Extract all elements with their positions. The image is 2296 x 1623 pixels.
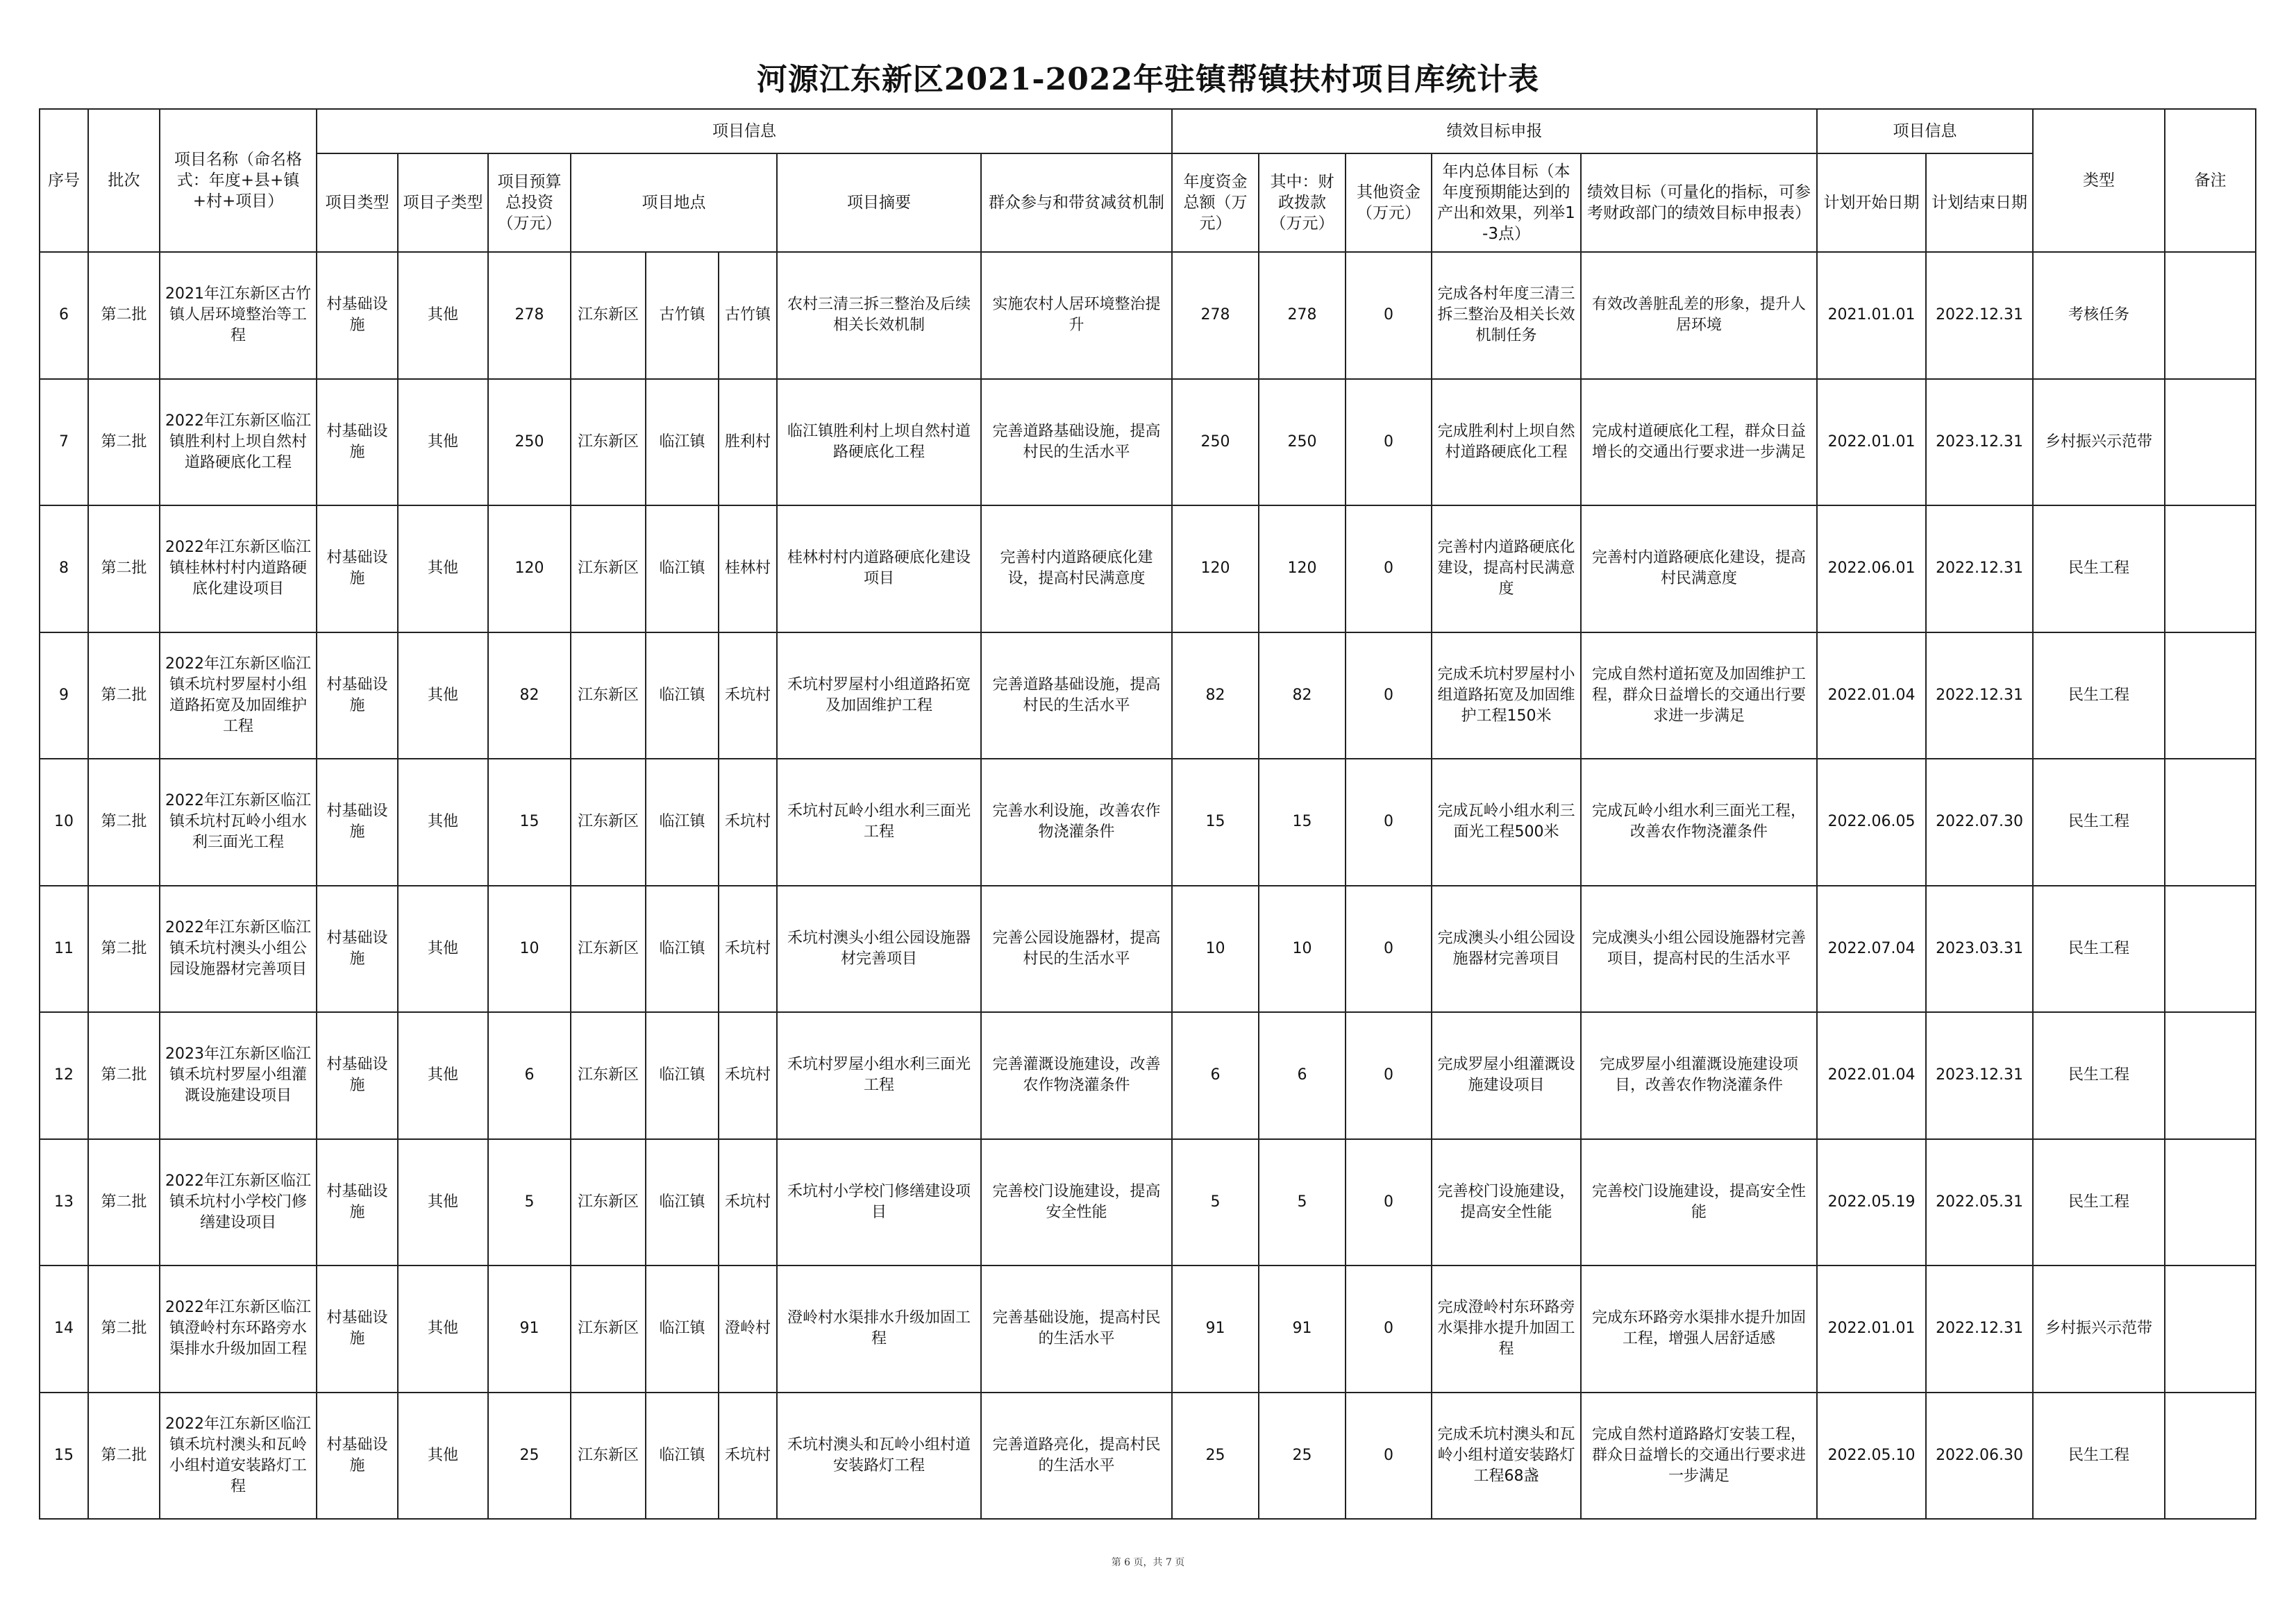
table-row [40, 759, 2256, 886]
cell-performance-goal: 完成自然村道拓宽及加固维护工程，群众日益增长的交通出行要求进一步满足 [1581, 632, 1817, 759]
cell-performance-goal: 完成东环路旁水渠排水提升加固工程，增强人居舒适感 [1581, 1265, 1817, 1393]
cell-project-type: 村基础设施 [317, 1012, 398, 1139]
cell-district: 江东新区 [571, 886, 646, 1013]
cell-end-date: 2022.05.31 [1926, 1139, 2033, 1266]
cell-project-type: 村基础设施 [317, 886, 398, 1013]
cell-district: 江东新区 [571, 505, 646, 632]
cell-summary: 禾坑村罗屋村小组道路拓宽及加固维护工程 [777, 632, 981, 759]
cell-village: 禾坑村 [719, 886, 777, 1013]
cell-remark [2165, 505, 2256, 632]
cell-project-subtype: 其他 [398, 1393, 488, 1520]
cell-participation: 完善道路基础设施，提高村民的生活水平 [981, 632, 1172, 759]
cell-budget: 278 [488, 252, 571, 379]
cell-seq: 14 [40, 1265, 88, 1393]
cell-other-funds: 0 [1346, 1012, 1432, 1139]
table-row [40, 886, 2256, 1013]
cell-budget: 6 [488, 1012, 571, 1139]
cell-start-date: 2022.01.01 [1817, 379, 1926, 506]
cell-end-date: 2022.12.31 [1926, 632, 2033, 759]
col-header-fiscal: 其中：财政拨款（万元） [1259, 153, 1346, 252]
cell-district: 江东新区 [571, 379, 646, 506]
cell-category: 民生工程 [2033, 632, 2165, 759]
cell-budget: 250 [488, 379, 571, 506]
cell-category: 民生工程 [2033, 886, 2165, 1013]
cell-project-subtype: 其他 [398, 505, 488, 632]
cell-fiscal: 250 [1259, 379, 1346, 506]
group-header-project-info-2: 项目信息 [1817, 109, 2033, 153]
cell-start-date: 2021.01.01 [1817, 252, 1926, 379]
cell-end-date: 2022.06.30 [1926, 1393, 2033, 1520]
cell-participation: 完善道路亮化，提高村民的生活水平 [981, 1393, 1172, 1520]
cell-summary: 禾坑村澳头小组公园设施器材完善项目 [777, 886, 981, 1013]
cell-participation: 完善灌溉设施建设，改善农作物浇灌条件 [981, 1012, 1172, 1139]
cell-district: 江东新区 [571, 632, 646, 759]
cell-annual-total: 25 [1172, 1393, 1259, 1520]
cell-village: 古竹镇 [719, 252, 777, 379]
cell-budget: 91 [488, 1265, 571, 1393]
cell-town: 临江镇 [646, 632, 719, 759]
col-header-remark: 备注 [2165, 109, 2256, 252]
cell-fiscal: 278 [1259, 252, 1346, 379]
cell-other-funds: 0 [1346, 379, 1432, 506]
cell-other-funds: 0 [1346, 1265, 1432, 1393]
cell-town: 临江镇 [646, 1265, 719, 1393]
table-row [40, 379, 2256, 506]
cell-project-name: 2021年江东新区古竹镇人居环境整治等工程 [160, 252, 317, 379]
cell-annual-goal: 完成瓦岭小组水利三面光工程500米 [1432, 759, 1581, 886]
cell-seq: 10 [40, 759, 88, 886]
cell-district: 江东新区 [571, 759, 646, 886]
cell-batch: 第二批 [88, 1393, 160, 1520]
cell-end-date: 2022.12.31 [1926, 252, 2033, 379]
col-header-batch: 批次 [88, 109, 160, 252]
cell-performance-goal: 完善校门设施建设，提高安全性能 [1581, 1139, 1817, 1266]
cell-remark [2165, 252, 2256, 379]
header-row-bottom [40, 153, 2256, 252]
cell-batch: 第二批 [88, 379, 160, 506]
cell-remark [2165, 759, 2256, 886]
cell-seq: 7 [40, 379, 88, 506]
cell-performance-goal: 完善村内道路硬底化建设，提高村民满意度 [1581, 505, 1817, 632]
cell-seq: 8 [40, 505, 88, 632]
cell-end-date: 2022.12.31 [1926, 1265, 2033, 1393]
cell-fiscal: 82 [1259, 632, 1346, 759]
table-body [40, 252, 2256, 1519]
cell-remark [2165, 1265, 2256, 1393]
cell-village: 澄岭村 [719, 1265, 777, 1393]
cell-category: 考核任务 [2033, 252, 2165, 379]
cell-town: 临江镇 [646, 1139, 719, 1266]
col-header-end-date: 计划结束日期 [1926, 153, 2033, 252]
cell-performance-goal: 完成村道硬底化工程，群众日益增长的交通出行要求进一步满足 [1581, 379, 1817, 506]
cell-summary: 农村三清三拆三整治及后续相关长效机制 [777, 252, 981, 379]
cell-summary: 澄岭村水渠排水升级加固工程 [777, 1265, 981, 1393]
cell-project-type: 村基础设施 [317, 379, 398, 506]
cell-start-date: 2022.06.01 [1817, 505, 1926, 632]
cell-other-funds: 0 [1346, 1139, 1432, 1266]
cell-seq: 15 [40, 1393, 88, 1520]
cell-other-funds: 0 [1346, 505, 1432, 632]
col-header-performance-goal: 绩效目标（可量化的指标，可参考财政部门的绩效目标申报表） [1581, 153, 1817, 252]
cell-fiscal: 15 [1259, 759, 1346, 886]
col-header-project-name: 项目名称（命名格式：年度+县+镇+村+项目） [160, 109, 317, 252]
cell-budget: 5 [488, 1139, 571, 1266]
cell-remark [2165, 886, 2256, 1013]
cell-town: 临江镇 [646, 759, 719, 886]
cell-annual-goal: 完善校门设施建设，提高安全性能 [1432, 1139, 1581, 1266]
cell-budget: 15 [488, 759, 571, 886]
cell-summary: 禾坑村瓦岭小组水利三面光工程 [777, 759, 981, 886]
col-header-start-date: 计划开始日期 [1817, 153, 1926, 252]
cell-summary: 禾坑村澳头和瓦岭小组村道安装路灯工程 [777, 1393, 981, 1520]
cell-end-date: 2022.12.31 [1926, 505, 2033, 632]
group-header-project-info: 项目信息 [317, 109, 1172, 153]
cell-project-subtype: 其他 [398, 1265, 488, 1393]
cell-fiscal: 25 [1259, 1393, 1346, 1520]
cell-participation: 完善村内道路硬底化建设，提高村民满意度 [981, 505, 1172, 632]
cell-district: 江东新区 [571, 1012, 646, 1139]
cell-project-name: 2022年江东新区临江镇澄岭村东环路旁水渠排水升级加固工程 [160, 1265, 317, 1393]
cell-participation: 完善水利设施，改善农作物浇灌条件 [981, 759, 1172, 886]
cell-remark [2165, 379, 2256, 506]
cell-seq: 9 [40, 632, 88, 759]
cell-project-type: 村基础设施 [317, 1139, 398, 1266]
cell-end-date: 2022.07.30 [1926, 759, 2033, 886]
cell-participation: 完善基础设施，提高村民的生活水平 [981, 1265, 1172, 1393]
cell-start-date: 2022.01.04 [1817, 632, 1926, 759]
cell-start-date: 2022.01.01 [1817, 1265, 1926, 1393]
group-header-performance: 绩效目标申报 [1172, 109, 1817, 153]
page-number: 第 6 页，共 7 页 [1111, 1557, 1185, 1568]
cell-start-date: 2022.05.10 [1817, 1393, 1926, 1520]
cell-annual-total: 10 [1172, 886, 1259, 1013]
cell-town: 古竹镇 [646, 252, 719, 379]
cell-village: 禾坑村 [719, 1393, 777, 1520]
cell-annual-goal: 完成澳头小组公园设施器材完善项目 [1432, 886, 1581, 1013]
cell-summary: 桂林村村内道路硬底化建设项目 [777, 505, 981, 632]
cell-project-type: 村基础设施 [317, 1393, 398, 1520]
table-row [40, 1012, 2256, 1139]
project-table [39, 108, 2256, 1520]
cell-budget: 120 [488, 505, 571, 632]
cell-annual-goal: 完成罗屋小组灌溉设施建设项目 [1432, 1012, 1581, 1139]
cell-project-name: 2023年江东新区临江镇禾坑村罗屋小组灌溉设施建设项目 [160, 1012, 317, 1139]
cell-end-date: 2023.03.31 [1926, 886, 2033, 1013]
table-row [40, 1139, 2256, 1266]
cell-project-type: 村基础设施 [317, 252, 398, 379]
col-header-summary: 项目摘要 [777, 153, 981, 252]
cell-remark [2165, 632, 2256, 759]
cell-budget: 25 [488, 1393, 571, 1520]
cell-project-subtype: 其他 [398, 759, 488, 886]
cell-batch: 第二批 [88, 1139, 160, 1266]
cell-start-date: 2022.06.05 [1817, 759, 1926, 886]
cell-batch: 第二批 [88, 759, 160, 886]
page-title: 河源江东新区2021-2022年驻镇帮镇扶村项目库统计表 [756, 62, 1540, 97]
cell-fiscal: 5 [1259, 1139, 1346, 1266]
cell-annual-goal: 完成禾坑村罗屋村小组道路拓宽及加固维护工程150米 [1432, 632, 1581, 759]
cell-project-name: 2022年江东新区临江镇禾坑村澳头小组公园设施器材完善项目 [160, 886, 317, 1013]
cell-seq: 13 [40, 1139, 88, 1266]
cell-annual-total: 250 [1172, 379, 1259, 506]
cell-project-name: 2022年江东新区临江镇禾坑村瓦岭小组水利三面光工程 [160, 759, 317, 886]
cell-performance-goal: 完成瓦岭小组水利三面光工程，改善农作物浇灌条件 [1581, 759, 1817, 886]
cell-start-date: 2022.07.04 [1817, 886, 1926, 1013]
cell-start-date: 2022.05.19 [1817, 1139, 1926, 1266]
cell-other-funds: 0 [1346, 759, 1432, 886]
cell-other-funds: 0 [1346, 252, 1432, 379]
cell-annual-total: 278 [1172, 252, 1259, 379]
cell-fiscal: 6 [1259, 1012, 1346, 1139]
col-header-budget: 项目预算总投资（万元） [488, 153, 571, 252]
header-row-top [40, 109, 2256, 153]
cell-annual-goal: 完成各村年度三清三拆三整治及相关长效机制任务 [1432, 252, 1581, 379]
cell-project-type: 村基础设施 [317, 632, 398, 759]
cell-seq: 11 [40, 886, 88, 1013]
cell-category: 民生工程 [2033, 1139, 2165, 1266]
col-header-participation: 群众参与和带贫减贫机制 [981, 153, 1172, 252]
table-row [40, 252, 2256, 379]
cell-summary: 禾坑村小学校门修缮建设项目 [777, 1139, 981, 1266]
cell-project-type: 村基础设施 [317, 1265, 398, 1393]
cell-start-date: 2022.01.04 [1817, 1012, 1926, 1139]
cell-annual-total: 5 [1172, 1139, 1259, 1266]
cell-batch: 第二批 [88, 886, 160, 1013]
cell-fiscal: 120 [1259, 505, 1346, 632]
cell-town: 临江镇 [646, 1012, 719, 1139]
cell-budget: 82 [488, 632, 571, 759]
cell-end-date: 2023.12.31 [1926, 1012, 2033, 1139]
col-header-location: 项目地点 [571, 153, 777, 252]
cell-annual-goal: 完善村内道路硬底化建设，提高村民满意度 [1432, 505, 1581, 632]
cell-seq: 12 [40, 1012, 88, 1139]
cell-project-type: 村基础设施 [317, 505, 398, 632]
cell-town: 临江镇 [646, 379, 719, 506]
cell-village: 禾坑村 [719, 1139, 777, 1266]
cell-annual-goal: 完成澄岭村东环路旁水渠排水提升加固工程 [1432, 1265, 1581, 1393]
cell-batch: 第二批 [88, 505, 160, 632]
cell-village: 禾坑村 [719, 632, 777, 759]
cell-category: 乡村振兴示范带 [2033, 379, 2165, 506]
cell-seq: 6 [40, 252, 88, 379]
cell-performance-goal: 完成自然村道路路灯安装工程，群众日益增长的交通出行要求进一步满足 [1581, 1393, 1817, 1520]
cell-other-funds: 0 [1346, 632, 1432, 759]
col-header-other-funds: 其他资金（万元） [1346, 153, 1432, 252]
cell-remark [2165, 1139, 2256, 1266]
cell-project-subtype: 其他 [398, 1012, 488, 1139]
cell-project-type: 村基础设施 [317, 759, 398, 886]
cell-project-name: 2022年江东新区临江镇禾坑村澳头和瓦岭小组村道安装路灯工程 [160, 1393, 317, 1520]
cell-project-subtype: 其他 [398, 1139, 488, 1266]
cell-remark [2165, 1393, 2256, 1520]
cell-batch: 第二批 [88, 252, 160, 379]
cell-budget: 10 [488, 886, 571, 1013]
cell-category: 乡村振兴示范带 [2033, 1265, 2165, 1393]
cell-town: 临江镇 [646, 505, 719, 632]
cell-remark [2165, 1012, 2256, 1139]
cell-performance-goal: 完成罗屋小组灌溉设施建设项目，改善农作物浇灌条件 [1581, 1012, 1817, 1139]
col-header-annual-goal: 年内总体目标（本年度预期能达到的产出和效果，列举1-3点） [1432, 153, 1581, 252]
cell-project-name: 2022年江东新区临江镇禾坑村罗屋村小组道路拓宽及加固维护工程 [160, 632, 317, 759]
cell-village: 胜利村 [719, 379, 777, 506]
cell-district: 江东新区 [571, 252, 646, 379]
cell-district: 江东新区 [571, 1265, 646, 1393]
col-header-project-type: 项目类型 [317, 153, 398, 252]
cell-batch: 第二批 [88, 1012, 160, 1139]
cell-end-date: 2023.12.31 [1926, 379, 2033, 506]
cell-district: 江东新区 [571, 1393, 646, 1520]
cell-category: 民生工程 [2033, 1393, 2165, 1520]
cell-performance-goal: 有效改善脏乱差的形象，提升人居环境 [1581, 252, 1817, 379]
cell-annual-total: 6 [1172, 1012, 1259, 1139]
cell-fiscal: 91 [1259, 1265, 1346, 1393]
cell-participation: 实施农村人居环境整治提升 [981, 252, 1172, 379]
cell-batch: 第二批 [88, 1265, 160, 1393]
col-header-category: 类型 [2033, 109, 2165, 252]
cell-other-funds: 0 [1346, 886, 1432, 1013]
cell-project-subtype: 其他 [398, 252, 488, 379]
cell-other-funds: 0 [1346, 1393, 1432, 1520]
cell-project-subtype: 其他 [398, 379, 488, 506]
cell-village: 桂林村 [719, 505, 777, 632]
cell-performance-goal: 完成澳头小组公园设施器材完善项目，提高村民的生活水平 [1581, 886, 1817, 1013]
cell-project-name: 2022年江东新区临江镇胜利村上坝自然村道路硬底化工程 [160, 379, 317, 506]
cell-summary: 禾坑村罗屋小组水利三面光工程 [777, 1012, 981, 1139]
cell-summary: 临江镇胜利村上坝自然村道路硬底化工程 [777, 379, 981, 506]
cell-category: 民生工程 [2033, 1012, 2165, 1139]
cell-fiscal: 10 [1259, 886, 1346, 1013]
col-header-annual-total: 年度资金总额（万元） [1172, 153, 1259, 252]
cell-district: 江东新区 [571, 1139, 646, 1266]
table-row [40, 632, 2256, 759]
cell-project-subtype: 其他 [398, 886, 488, 1013]
table-row [40, 1393, 2256, 1520]
cell-village: 禾坑村 [719, 759, 777, 886]
cell-participation: 完善道路基础设施，提高村民的生活水平 [981, 379, 1172, 506]
cell-batch: 第二批 [88, 632, 160, 759]
table-row [40, 505, 2256, 632]
cell-village: 禾坑村 [719, 1012, 777, 1139]
cell-project-subtype: 其他 [398, 632, 488, 759]
cell-project-name: 2022年江东新区临江镇禾坑村小学校门修缮建设项目 [160, 1139, 317, 1266]
cell-town: 临江镇 [646, 886, 719, 1013]
cell-annual-total: 91 [1172, 1265, 1259, 1393]
cell-category: 民生工程 [2033, 505, 2165, 632]
cell-annual-total: 15 [1172, 759, 1259, 886]
cell-category: 民生工程 [2033, 759, 2165, 886]
col-header-project-subtype: 项目子类型 [398, 153, 488, 252]
col-header-seq: 序号 [40, 109, 88, 252]
table-row [40, 1265, 2256, 1393]
cell-annual-goal: 完成胜利村上坝自然村道路硬底化工程 [1432, 379, 1581, 506]
cell-annual-total: 82 [1172, 632, 1259, 759]
cell-annual-goal: 完成禾坑村澳头和瓦岭小组村道安装路灯工程68盏 [1432, 1393, 1581, 1520]
cell-annual-total: 120 [1172, 505, 1259, 632]
cell-participation: 完善公园设施器材，提高村民的生活水平 [981, 886, 1172, 1013]
cell-participation: 完善校门设施建设，提高安全性能 [981, 1139, 1172, 1266]
cell-town: 临江镇 [646, 1393, 719, 1520]
cell-project-name: 2022年江东新区临江镇桂林村村内道路硬底化建设项目 [160, 505, 317, 632]
